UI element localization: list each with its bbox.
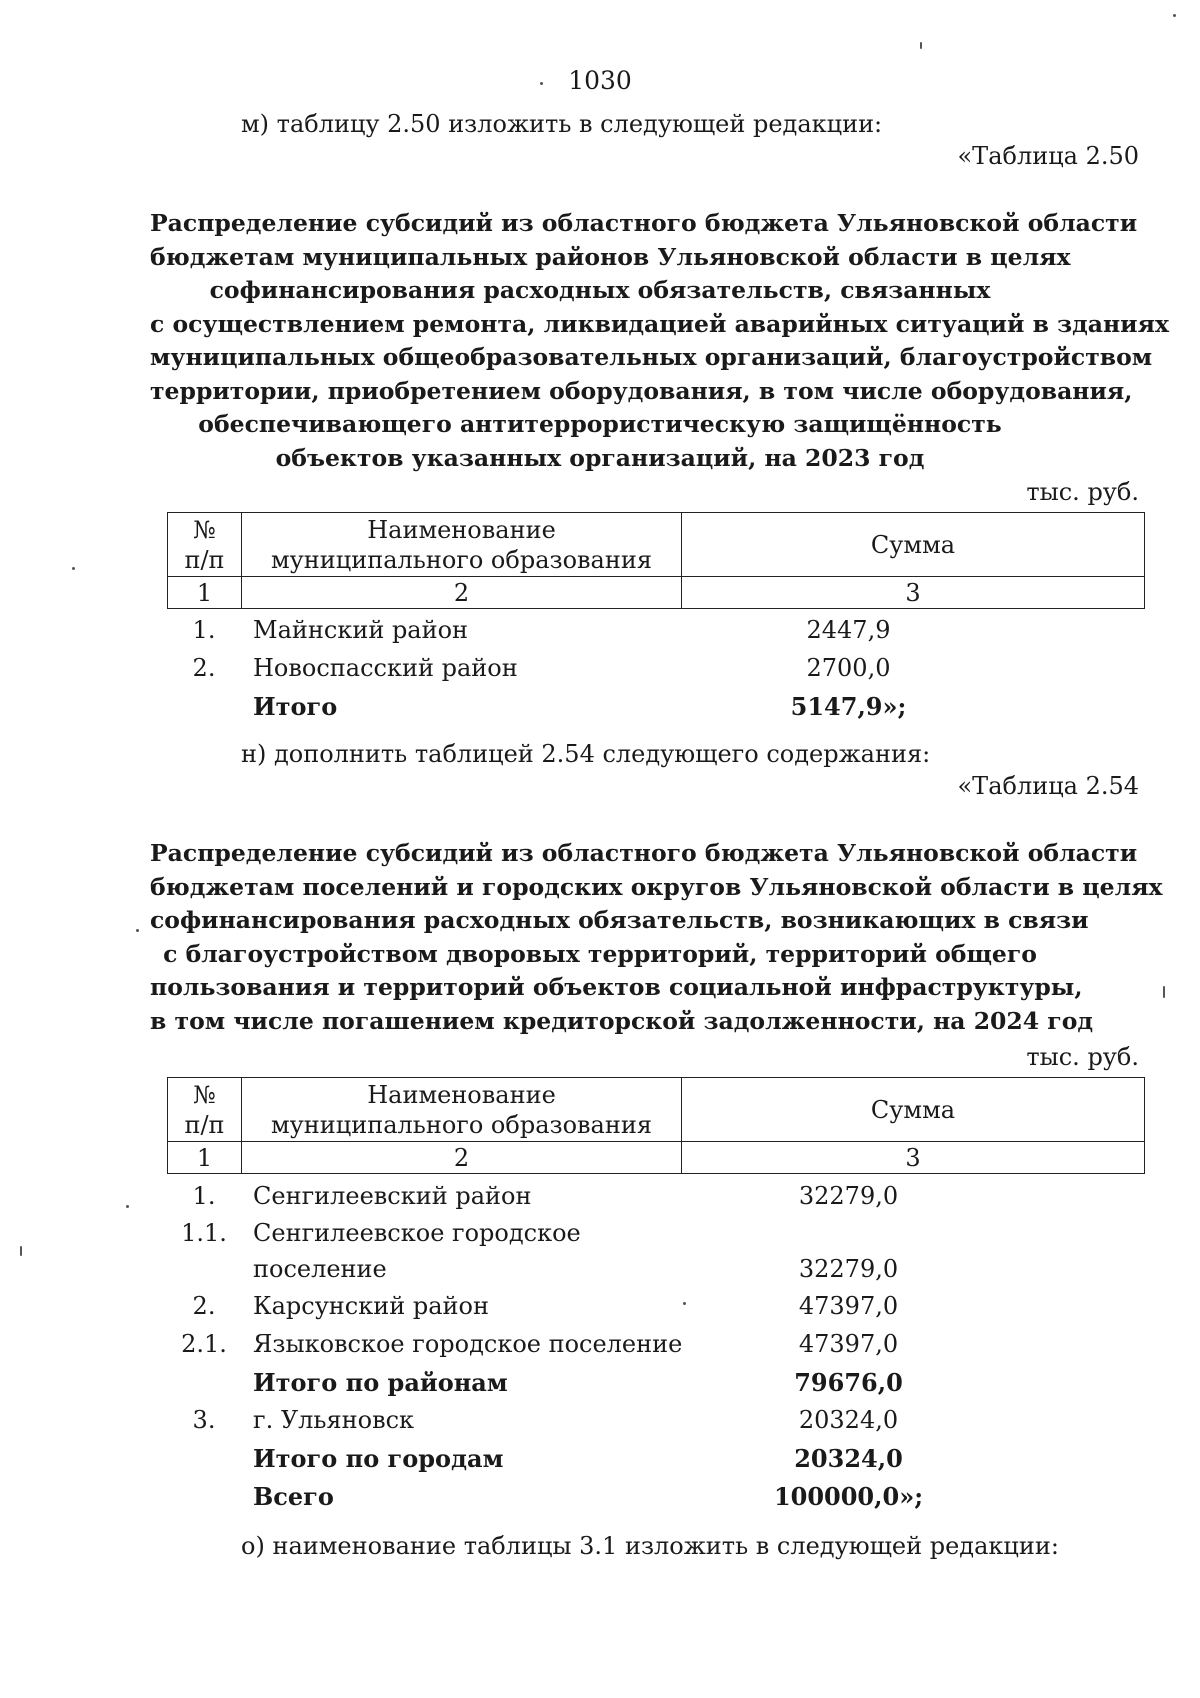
title-line: Распределение субсидий из областного бюджета Ульяновской области (150, 209, 1138, 237)
title-line: с благоустройством дворовых территорий, территорий общего (163, 939, 1037, 968)
header-name: Наименование муниципального образования (242, 513, 682, 577)
row-name: поселение (253, 1255, 387, 1283)
row-number: 1. (192, 616, 216, 644)
header-col-index: 3 (682, 577, 1145, 609)
title-line: бюджетам муниципальных районов Ульяновской области в целях (150, 242, 1071, 271)
row-value: 47397,0 (798, 1330, 899, 1358)
row-value: 32279,0 (798, 1182, 899, 1210)
row-name: Сенгилеевское городское (253, 1219, 581, 1247)
row-value: 20324,0 (794, 1444, 903, 1473)
title-line: с осуществлением ремонта, ликвидацией аварийных ситуаций в зданиях (150, 309, 1169, 338)
title-line: софинансирования расходных обязательств, возникающих в связи (150, 906, 1089, 934)
header-col-index: 2 (242, 1142, 682, 1174)
row-name: Итого (253, 692, 338, 721)
header-num: № п/п (168, 1078, 242, 1142)
row-value: 2447,9 (806, 616, 891, 644)
row-number: 3. (192, 1406, 216, 1434)
header-sum: Сумма (682, 513, 1145, 577)
scan-speck (683, 1302, 686, 1305)
row-name: Всего (253, 1482, 334, 1511)
table-2-50-label: «Таблица 2.50 (957, 142, 1139, 170)
title-line: пользования и территорий объектов социальной инфраструктуры, (150, 973, 1083, 1001)
header-num: № п/п (168, 513, 242, 577)
row-name: Итого по районам (253, 1368, 508, 1397)
title-line: бюджетам поселений и городских округов Ульяновской области в целях (150, 872, 1163, 901)
row-name: Итого по городам (253, 1444, 504, 1473)
row-value: 20324,0 (798, 1406, 899, 1434)
title-line: в том числе погашением кредиторской задолженности, на 2024 год (150, 1006, 1094, 1035)
row-value: 5147,9»; (790, 692, 907, 721)
row-name: Карсунский район (253, 1292, 489, 1320)
header-col-index: 2 (242, 577, 682, 609)
header-sum: Сумма (682, 1078, 1145, 1142)
title-line: объектов указанных организаций, на 2023 год (275, 443, 925, 472)
table-2-50-header (167, 512, 1145, 609)
table-2-50-units: тыс. руб. (1026, 478, 1139, 506)
row-number: 2. (192, 1292, 216, 1320)
paragraph-m: м) таблицу 2.50 изложить в следующей редакции: (241, 110, 883, 138)
scan-speck (136, 929, 139, 932)
title-line: Распределение субсидий из областного бюджета Ульяновской области (150, 839, 1138, 867)
row-value: 47397,0 (798, 1292, 899, 1320)
title-line: софинансирования расходных обязательств, связанных (209, 276, 991, 304)
row-number: 1.1. (181, 1219, 227, 1247)
scan-speck (920, 42, 922, 49)
scan-speck (20, 1246, 22, 1256)
scan-speck (1173, 14, 1176, 17)
row-number: 2. (192, 654, 216, 682)
row-name: Языковское городское поселение (253, 1330, 683, 1358)
row-name: г. Ульяновск (253, 1406, 415, 1434)
header-col-index: 1 (168, 577, 242, 609)
table-2-54-units: тыс. руб. (1026, 1043, 1139, 1071)
header-name: Наименование муниципального образования (242, 1078, 682, 1142)
table-2-54-title (150, 837, 1163, 1038)
header-col-index: 3 (682, 1142, 1145, 1174)
row-number: 1. (192, 1182, 216, 1210)
page-number: 1030 (568, 66, 632, 95)
table-2-54-header (167, 1077, 1145, 1174)
table-2-54-label: «Таблица 2.54 (957, 772, 1139, 800)
row-value: 2700,0 (806, 654, 891, 682)
scan-speck (126, 1205, 129, 1208)
scan-speck (72, 567, 75, 570)
table-2-50-title (150, 207, 1169, 475)
header-col-index: 1 (168, 1142, 242, 1174)
paragraph-n: н) дополнить таблицей 2.54 следующего содержания: (241, 740, 931, 768)
row-value: 32279,0 (798, 1255, 899, 1283)
paragraph-o: о) наименование таблицы 3.1 изложить в следующей редакции: (241, 1532, 1059, 1560)
row-value: 100000,0»; (773, 1482, 924, 1511)
title-line: территории, приобретением оборудования, в том числе оборудования, (150, 376, 1133, 405)
row-number: 2.1. (181, 1330, 227, 1358)
title-line: обеспечивающего антитеррористическую защищённость (198, 410, 1002, 438)
row-name: Майнский район (253, 616, 469, 644)
scan-speck (1163, 986, 1165, 998)
title-line: муниципальных общеобразовательных организаций, благоустройством (150, 343, 1153, 371)
row-name: Новоспасский район (253, 654, 518, 682)
row-name: Сенгилеевский район (253, 1182, 532, 1210)
row-value: 79676,0 (794, 1368, 903, 1397)
